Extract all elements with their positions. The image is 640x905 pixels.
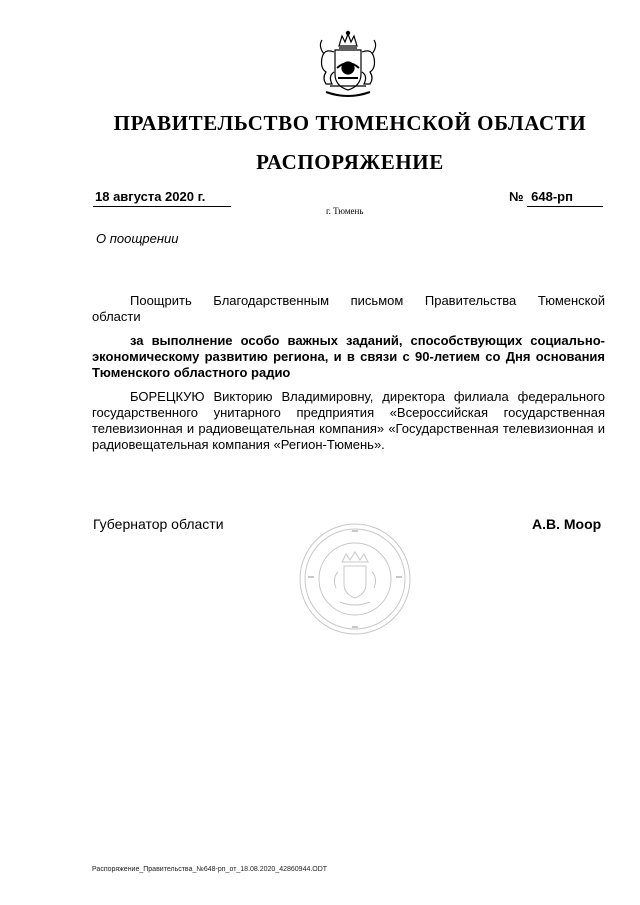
document-type: РАСПОРЯЖЕНИЕ [256, 150, 444, 174]
government-name: ПРАВИТЕЛЬСТВО ТЮМЕНСКОЙ ОБЛАСТИ [113, 111, 587, 135]
document-number [509, 188, 603, 207]
number-label: № [509, 189, 524, 204]
signatory-role: Губернатор области [93, 516, 224, 532]
paragraph-award-line2: области [92, 309, 141, 324]
official-seal-icon [298, 522, 412, 636]
signatory-name: А.В. Моор [532, 516, 602, 532]
document-date: 18 августа 2020 г. [93, 188, 231, 207]
city-label: г. Тюмень [326, 206, 364, 216]
file-footer: Распоряжение_Правительства_№648-рп_от_18.08.2020_42860944.ODT [92, 866, 328, 873]
number-value: 648-рп [527, 188, 603, 207]
document-subject: О поощрении [96, 231, 179, 246]
coat-of-arms-icon [312, 28, 384, 106]
paragraph-award-line1: Поощрить Благодарственным письмом Правительства Тюменской [130, 293, 605, 308]
paragraph-reason: за выполнение особо важных заданий, способствующих социально-экономическому развитию региона, и в связи с 90-летием со Дня основания Тюменского областного радио [92, 333, 605, 380]
paragraph-recipient: БОРЕЦКУЮ Викторию Владимировну, директора филиала федерального государственного унитарного предприятия «Всероссийская государственная телевизионная и радиовещательная компания» «Государственная телевизионная и радиовещательная компания «Регион-Тюмень». [92, 389, 605, 452]
